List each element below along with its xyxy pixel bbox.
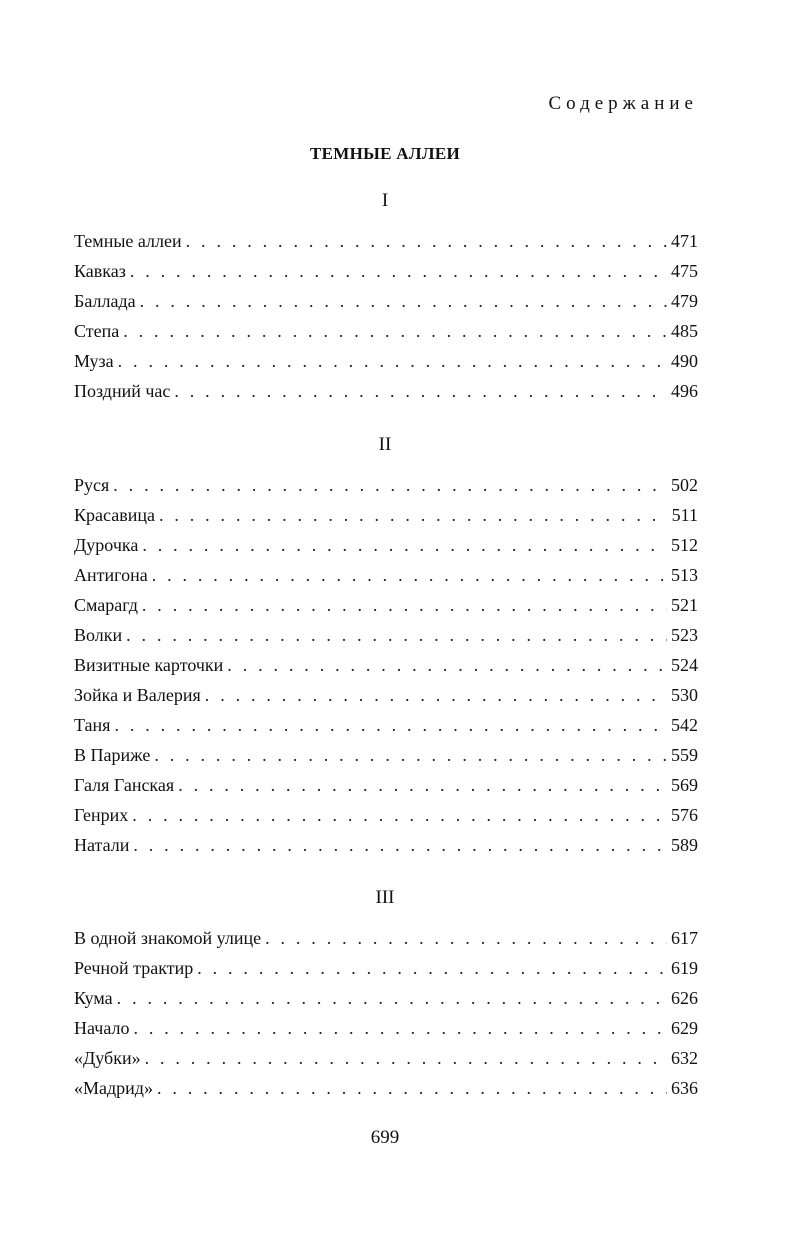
dot-leader bbox=[157, 1073, 667, 1103]
dot-leader bbox=[186, 226, 667, 256]
toc-entry-page: 475 bbox=[671, 261, 698, 281]
toc-entry bbox=[74, 710, 698, 740]
toc-entry bbox=[74, 560, 698, 590]
toc-entry-page: 496 bbox=[671, 381, 698, 401]
toc-entry-page: 485 bbox=[671, 321, 698, 341]
toc-entry bbox=[74, 530, 698, 560]
toc-entry bbox=[74, 650, 698, 680]
toc-entry-title: Речной трактир bbox=[74, 958, 194, 978]
dot-leader bbox=[113, 470, 667, 500]
toc-entry-page: 569 bbox=[671, 775, 698, 795]
toc-entry-title: Зойка и Валерия bbox=[74, 685, 201, 705]
toc-entry-page: 629 bbox=[671, 1018, 698, 1038]
toc-entry-title: Поздний час bbox=[74, 381, 171, 401]
dot-leader bbox=[197, 953, 667, 983]
section-numeral: III bbox=[375, 887, 395, 908]
toc-entry-title: Натали bbox=[74, 835, 130, 855]
toc-entry-title: В Париже bbox=[74, 745, 151, 765]
dot-leader bbox=[140, 286, 667, 316]
toc-entry-page: 589 bbox=[671, 835, 698, 855]
dot-leader bbox=[126, 620, 667, 650]
toc-entry-title: Муза bbox=[74, 351, 114, 371]
dot-leader bbox=[205, 680, 667, 710]
dot-leader bbox=[132, 800, 667, 830]
dot-leader bbox=[159, 500, 668, 530]
dot-leader bbox=[142, 530, 667, 560]
toc-entry bbox=[74, 316, 698, 346]
toc-entry-page: 511 bbox=[671, 505, 698, 525]
dot-leader bbox=[133, 830, 667, 860]
toc-entry bbox=[74, 620, 698, 650]
toc-entry-page: 632 bbox=[671, 1048, 698, 1068]
toc-entry-page: 530 bbox=[671, 685, 698, 705]
toc-entry-title: «Дубки» bbox=[74, 1048, 141, 1068]
toc-entry-title: Дурочка bbox=[74, 535, 139, 555]
toc-entry-title: Руся bbox=[74, 475, 110, 495]
dot-leader bbox=[117, 983, 667, 1013]
dot-leader bbox=[265, 923, 667, 953]
toc-entry bbox=[74, 256, 698, 286]
toc-entry-page: 626 bbox=[671, 988, 698, 1008]
toc-entry bbox=[74, 770, 698, 800]
toc-entry bbox=[74, 286, 698, 316]
toc-entry bbox=[74, 740, 698, 770]
toc-entry-title: Красавица bbox=[74, 505, 155, 525]
toc-entry-page: 576 bbox=[671, 805, 698, 825]
section-numeral: II bbox=[378, 434, 392, 455]
toc-entry-page: 559 bbox=[671, 745, 698, 765]
toc-entry-page: 479 bbox=[671, 291, 698, 311]
toc-entry-page: 471 bbox=[671, 231, 698, 251]
toc-entry-title: Степа bbox=[74, 321, 120, 341]
dot-leader bbox=[227, 650, 667, 680]
toc-entry bbox=[74, 830, 698, 860]
toc-entry-title: Визитные карточки bbox=[74, 655, 224, 675]
dot-leader bbox=[133, 1013, 667, 1043]
toc-entry-page: 636 bbox=[671, 1078, 698, 1098]
toc-entry bbox=[74, 953, 698, 983]
dot-leader bbox=[152, 560, 667, 590]
toc-entry-title: Генрих bbox=[74, 805, 129, 825]
toc-entry-page: 619 bbox=[671, 958, 698, 978]
toc-entry-title: Волки bbox=[74, 625, 123, 645]
toc-entry bbox=[74, 470, 698, 500]
dot-leader bbox=[154, 740, 667, 770]
toc-entry-title: Антигона bbox=[74, 565, 148, 585]
toc-entry-title: Начало bbox=[74, 1018, 130, 1038]
toc-entry bbox=[74, 983, 698, 1013]
toc-entry bbox=[74, 680, 698, 710]
toc-entry-page: 513 bbox=[671, 565, 698, 585]
toc-entry-title: Таня bbox=[74, 715, 111, 735]
toc-entry bbox=[74, 226, 698, 256]
dot-leader bbox=[123, 316, 667, 346]
toc-entry-page: 617 bbox=[671, 928, 698, 948]
page-number: 699 bbox=[370, 1127, 400, 1148]
toc-entry bbox=[74, 923, 698, 953]
toc-entry-title: Смарагд bbox=[74, 595, 138, 615]
toc-entry bbox=[74, 1013, 698, 1043]
toc-entry-page: 512 bbox=[671, 535, 698, 555]
toc-entry-page: 490 bbox=[671, 351, 698, 371]
section-numeral: I bbox=[381, 190, 389, 211]
toc-entry-title: Кума bbox=[74, 988, 113, 1008]
toc-entry-title: «Мадрид» bbox=[74, 1078, 153, 1098]
toc-entry bbox=[74, 800, 698, 830]
toc-entry-page: 542 bbox=[671, 715, 698, 735]
toc-entry bbox=[74, 590, 698, 620]
dot-leader bbox=[142, 590, 667, 620]
toc-entry bbox=[74, 1073, 698, 1103]
dot-leader bbox=[145, 1043, 667, 1073]
toc-entry bbox=[74, 346, 698, 376]
toc-entry-page: 502 bbox=[671, 475, 698, 495]
toc-entry-title: Баллада bbox=[74, 291, 136, 311]
toc-entry bbox=[74, 500, 698, 530]
dot-leader bbox=[130, 256, 667, 286]
toc-entry-title: В одной знакомой улице bbox=[74, 928, 262, 948]
toc-entry-title: Темные аллеи bbox=[74, 231, 182, 251]
toc-list bbox=[74, 226, 698, 406]
toc-entry-page: 524 bbox=[671, 655, 698, 675]
running-header: Содержание bbox=[548, 93, 698, 114]
dot-leader bbox=[178, 770, 667, 800]
toc-list bbox=[74, 470, 698, 860]
toc-entry-title: Галя Ганская bbox=[74, 775, 175, 795]
toc-entry-page: 523 bbox=[671, 625, 698, 645]
dot-leader bbox=[118, 346, 667, 376]
toc-entry bbox=[74, 1043, 698, 1073]
toc-entry bbox=[74, 376, 698, 406]
dot-leader bbox=[174, 376, 667, 406]
dot-leader bbox=[114, 710, 667, 740]
section-title: ТЕМНЫЕ АЛЛЕИ bbox=[309, 144, 460, 163]
toc-entry-page: 521 bbox=[671, 595, 698, 615]
toc-list bbox=[74, 923, 698, 1103]
toc-entry-title: Кавказ bbox=[74, 261, 126, 281]
